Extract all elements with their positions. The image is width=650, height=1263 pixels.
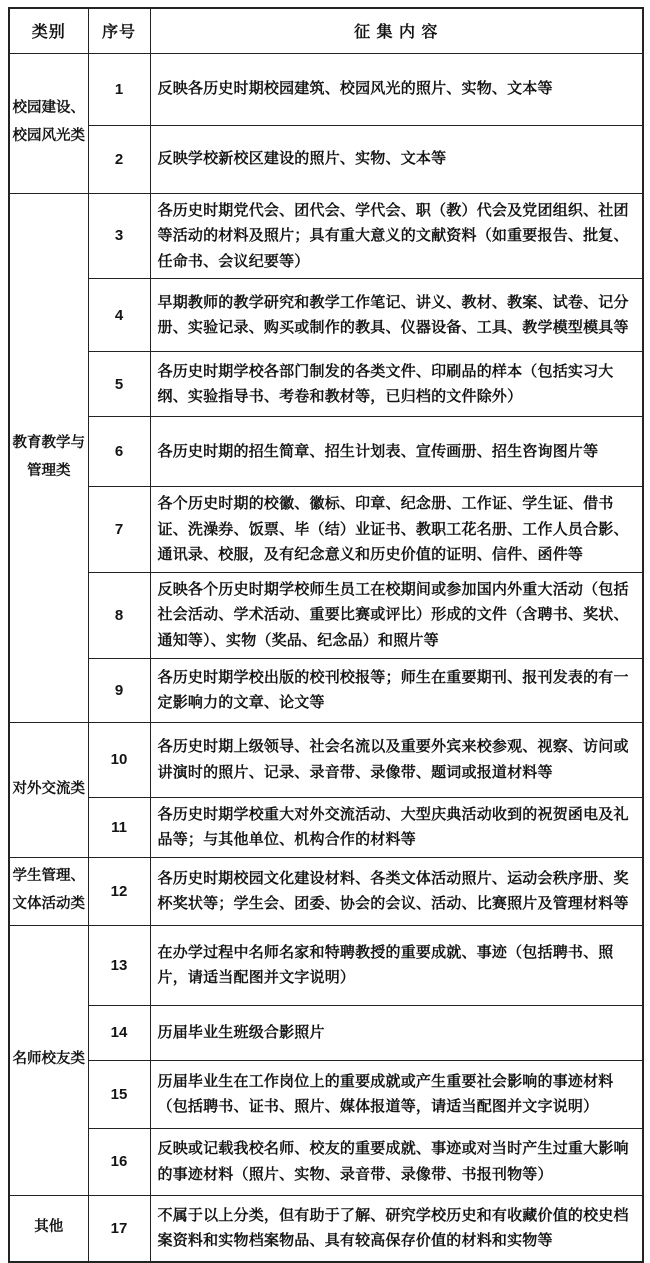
- category-cell-other: 其他: [9, 1195, 88, 1262]
- row-content: 不属于以上分类，但有助于了解、研究学校历史和有收藏价值的校史档案资料和实物档案物品、具有较高保存价值的材料和实物等: [150, 1195, 643, 1262]
- row-content: 各历史时期学校重大对外交流活动、大型庆典活动收到的祝贺函电及礼品等；与其他单位、机构合作的材料等: [150, 797, 643, 857]
- row-content: 各历史时期学校各部门制发的各类文件、印刷品的样本（包括实习大纲、实验指导书、考卷和教材等，已归档的文件除外）: [150, 352, 643, 417]
- row-content: 反映各历史时期校园建筑、校园风光的照片、实物、文本等: [150, 53, 643, 125]
- row-content: 反映或记载我校名师、校友的重要成就、事迹或对当时产生过重大影响的事迹材料（照片、实物、录音带、录像带、书报刊物等）: [150, 1128, 643, 1195]
- table-row: [9, 658, 643, 722]
- row-number: 8: [88, 572, 150, 658]
- table-row: [9, 722, 643, 797]
- row-content: 在办学过程中名师名家和特聘教授的重要成就、事迹（包括聘书、照片，请适当配图并文字说明）: [150, 925, 643, 1005]
- row-number: 10: [88, 722, 150, 797]
- row-content: 各历史时期学校出版的校刊校报等；师生在重要期刊、报刊发表的有一定影响力的文章、论文等: [150, 658, 643, 722]
- table-row: [9, 1195, 643, 1262]
- row-number: 1: [88, 53, 150, 125]
- table-row: [9, 1005, 643, 1060]
- row-content: 各个历史时期的校徽、徽标、印章、纪念册、工作证、学生证、借书证、洗澡券、饭票、毕（结）业证书、教职工花名册、工作人员合影、通讯录、校服，及有纪念意义和历史价值的证明、信件、函件等: [150, 487, 643, 573]
- table-row: [9, 125, 643, 193]
- row-number: 5: [88, 352, 150, 417]
- row-content: 反映学校新校区建设的照片、实物、文本等: [150, 125, 643, 193]
- table-row: [9, 53, 643, 125]
- row-content: 各历史时期校园文化建设材料、各类文体活动照片、运动会秩序册、奖杯奖状等；学生会、团委、协会的会议、活动、比赛照片及管理材料等: [150, 857, 643, 925]
- table-row: [9, 1128, 643, 1195]
- header-row: [9, 8, 643, 53]
- table-row: [9, 572, 643, 658]
- col-header-content: 征 集 内 容: [150, 8, 643, 53]
- row-content: 反映各个历史时期学校师生员工在校期间或参加国内外重大活动（包括社会活动、学术活动、重要比赛或评比）形成的文件（含聘书、奖状、通知等）、实物（奖品、纪念品）和照片等: [150, 572, 643, 658]
- table-row: [9, 1060, 643, 1128]
- row-number: 11: [88, 797, 150, 857]
- row-content: 各历史时期上级领导、社会名流以及重要外宾来校参观、视察、访问或讲演时的照片、记录、录音带、录像带、题词或报道材料等: [150, 722, 643, 797]
- table-row: [9, 352, 643, 417]
- row-content: 历届毕业生班级合影照片: [150, 1005, 643, 1060]
- row-number: 2: [88, 125, 150, 193]
- table-row: [9, 857, 643, 925]
- row-number: 12: [88, 857, 150, 925]
- row-number: 9: [88, 658, 150, 722]
- table-row: [9, 487, 643, 573]
- table-row: [9, 279, 643, 352]
- row-content: 历届毕业生在工作岗位上的重要成就或产生重要社会影响的事迹材料（包括聘书、证书、照片、媒体报道等，请适当配图并文字说明）: [150, 1060, 643, 1128]
- category-cell-campus-construction: 校园建设、校园风光类: [9, 53, 88, 193]
- col-header-category: 类别: [9, 8, 88, 53]
- row-number: 14: [88, 1005, 150, 1060]
- row-content: 各历史时期的招生简章、招生计划表、宣传画册、招生咨询图片等: [150, 417, 643, 487]
- row-number: 4: [88, 279, 150, 352]
- category-cell-student-activities: 学生管理、文体活动类: [9, 857, 88, 925]
- table-row: [9, 417, 643, 487]
- row-number: 7: [88, 487, 150, 573]
- collection-content-table: [8, 7, 644, 1263]
- row-number: 16: [88, 1128, 150, 1195]
- category-cell-education-management: 教育教学与管理类: [9, 193, 88, 722]
- col-header-number: 序号: [88, 8, 150, 53]
- category-cell-external-exchange: 对外交流类: [9, 722, 88, 857]
- row-content: 早期教师的教学研究和教学工作笔记、讲义、教材、教案、试卷、记分册、实验记录、购买或制作的教具、仪器设备、工具、教学模型模具等: [150, 279, 643, 352]
- table-row: [9, 193, 643, 279]
- category-cell-teachers-alumni: 名师校友类: [9, 925, 88, 1195]
- row-number: 15: [88, 1060, 150, 1128]
- table-row: [9, 925, 643, 1005]
- table-row: [9, 797, 643, 857]
- row-number: 3: [88, 193, 150, 279]
- row-content: 各历史时期党代会、团代会、学代会、职（教）代会及党团组织、社团等活动的材料及照片；具有重大意义的文献资料（如重要报告、批复、任命书、会议纪要等）: [150, 193, 643, 279]
- row-number: 6: [88, 417, 150, 487]
- row-number: 13: [88, 925, 150, 1005]
- row-number: 17: [88, 1195, 150, 1262]
